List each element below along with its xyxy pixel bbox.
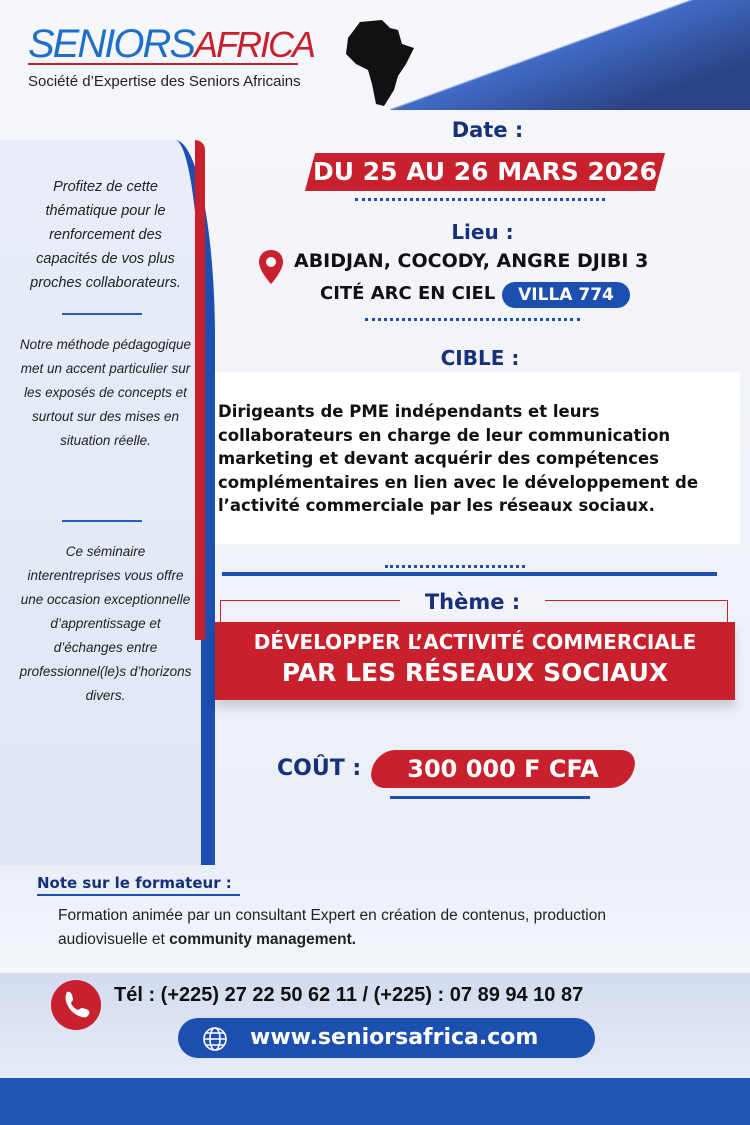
website-url[interactable]: www.seniorsafrica.com — [250, 1025, 539, 1050]
theme-label: Thème : — [400, 590, 545, 614]
sidebar-text-2: Notre méthode pédagogique met un accent particulier sur les exposés de concepts et surtout sur des mises en situation réelle. — [19, 337, 192, 448]
theme-line-2: PAR LES RÉSEAUX SOCIAUX — [281, 658, 669, 687]
divider — [62, 313, 142, 315]
note-text — [58, 904, 698, 952]
africa-map-icon — [342, 18, 417, 110]
date-banner — [305, 153, 665, 191]
lieu-label: Lieu : — [451, 220, 514, 244]
sidebar-red-accent — [195, 140, 205, 640]
phone-icon[interactable] — [50, 979, 102, 1031]
blue-rule — [222, 572, 717, 576]
dotted-divider — [385, 565, 525, 568]
dotted-divider — [355, 198, 605, 201]
address-line-1: ABIDJAN, COCODY, ANGRE DJIBI 3 — [294, 250, 649, 272]
cout-badge — [367, 750, 639, 788]
cout-label: COÛT : — [277, 756, 362, 781]
cout-value: 300 000 F CFA — [407, 755, 599, 783]
address-line-2: CITÉ ARC EN CIEL — [320, 283, 496, 304]
theme-box — [215, 622, 735, 700]
footer-band — [0, 1078, 750, 1125]
date-value: DU 25 AU 26 MARS 2026 — [312, 157, 658, 186]
divider — [62, 520, 142, 522]
note-label: Note sur le formateur : — [37, 874, 240, 896]
phone-numbers[interactable]: Tél : (+225) 27 22 50 62 11 / (+225) : 07 89 94 10 87 — [114, 984, 584, 1006]
location-pin-icon — [259, 250, 283, 284]
note-text-bold: community management. — [169, 931, 357, 948]
logo — [28, 22, 314, 90]
globe-icon — [202, 1026, 228, 1052]
sidebar-text-1: Profitez de cette thématique pour le renforcement des capacités de vos plus proches collaborateurs. — [30, 179, 181, 291]
blue-underline — [390, 796, 590, 799]
note-text-main: Formation animée par un consultant Expert en création de contenus, production audiovisuelle et — [58, 907, 606, 948]
sidebar-text-3: Ce séminaire interentreprises vous offre une occasion exceptionnelle d’apprentissage et d’échanges entre professionnel(le)s d’horizons divers. — [19, 544, 192, 703]
theme-line-1: DÉVELOPPER L’ACTIVITÉ COMMERCIALE — [253, 630, 697, 654]
logo-africa: AFRICA — [194, 24, 315, 65]
logo-tagline: Société d’Expertise des Seniors Africains — [28, 73, 301, 90]
corner-decoration — [390, 0, 750, 110]
dotted-divider — [365, 318, 580, 321]
cible-label: CIBLE : — [440, 346, 520, 370]
villa-badge: VILLA 774 — [502, 282, 630, 308]
logo-seniors: SENIORS — [28, 22, 195, 66]
date-label: Date : — [451, 118, 524, 142]
website-link[interactable] — [178, 1018, 595, 1058]
cible-text: Dirigeants de PME indépendants et leurs collaborateurs en charge de leur communication marketing et devant acquérir des compétences complémentaires en lien avec le développement de l’activité commerciale par les réseaux sociaux. — [218, 402, 699, 515]
